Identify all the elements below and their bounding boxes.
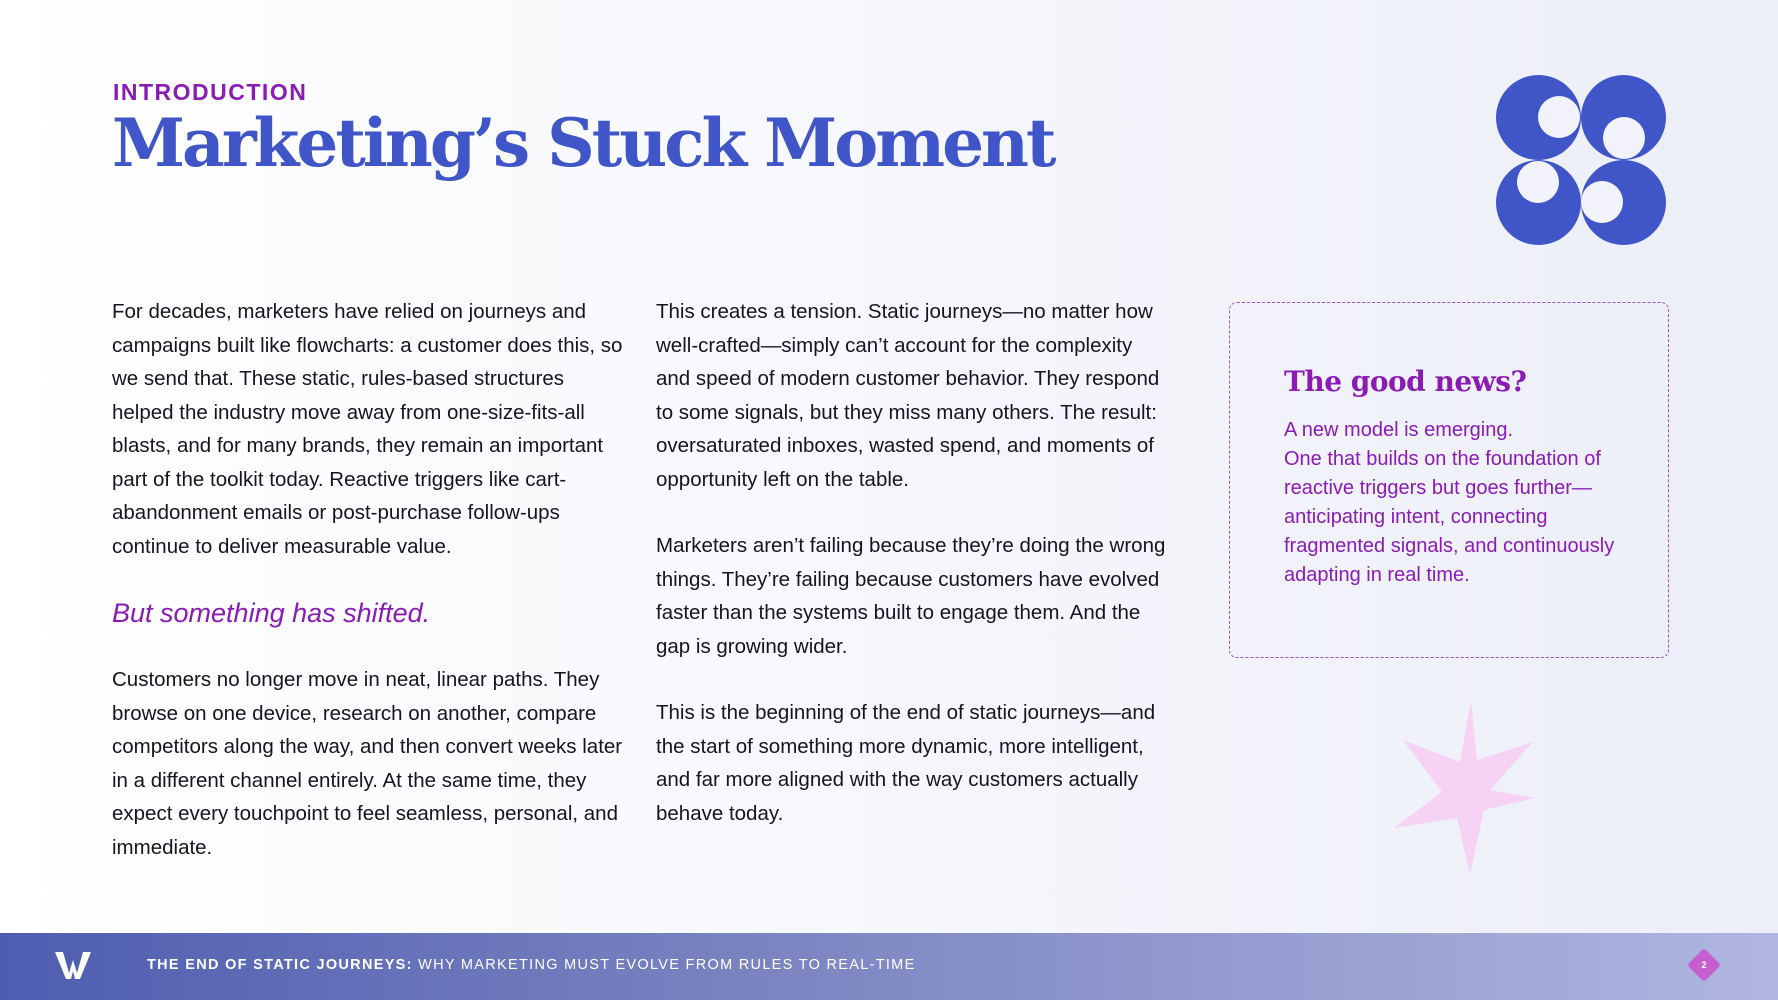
middle-paragraph-3: This is the beginning of the end of static journeys—and the start of something more dynamic, more intelligent, and far more aligned with the way customers actually behave today. — [656, 701, 1156, 825]
page-title: Marketing’s Stuck Moment — [112, 104, 1054, 182]
middle-paragraph-2: Marketers aren’t failing because they’re doing the wrong things. They’re failing because customers have evolved faster than the systems built to engage them. And the gap is growing wider. — [656, 534, 1166, 658]
callout-line-1: A new model is emerging. — [1284, 419, 1514, 441]
callout-line-2: One that builds on the foundation of reactive triggers but goes further—anticipating intent, connecting fragmented signals, and continuously adapting in real time. — [1284, 448, 1615, 586]
footer-title-rest: WHY MARKETING MUST EVOLVE FROM RULES TO REAL-TIME — [412, 957, 916, 973]
middle-paragraph-1: This creates a tension. Static journeys—no matter how well-crafted—simply can’t account for the complexity and speed of modern customer behavior. They respond to some signals, but they miss many others. The result: oversaturated inboxes, wasted spend, and moments of opportunity left on the table. — [656, 300, 1160, 491]
w-logo-icon — [54, 949, 92, 981]
footer-title — [147, 957, 916, 973]
good-news-callout — [1229, 302, 1669, 658]
footer-title-bold: THE END OF STATIC JOURNEYS: — [147, 957, 413, 973]
callout-title: The good news? — [1284, 365, 1527, 398]
middle-column — [656, 295, 1166, 830]
four-circles-logo-icon — [1496, 75, 1666, 245]
eight-point-star-icon — [1390, 700, 1540, 875]
left-paragraph-1: For decades, marketers have relied on journeys and campaigns built like flowcharts: a customer does this, so we send that. These static, rules-based structures helped the industry move away from one-size-fits-all blasts, and for many brands, they remain an important part of the toolkit today. Reactive triggers like cart-abandonment emails or post-purchase follow-ups continue to deliver measurable value. — [112, 300, 623, 558]
page-number: 2 — [1701, 960, 1707, 970]
callout-body — [1284, 416, 1624, 590]
eyebrow-label: INTRODUCTION — [113, 79, 308, 105]
footer-bar — [0, 933, 1778, 1000]
left-column — [112, 295, 627, 864]
shifted-highlight: But something has shifted. — [112, 598, 431, 628]
left-paragraph-2: Customers no longer move in neat, linear paths. They browse on one device, research on another, compare competitors along the way, and then convert weeks later in a different channel entirely. At the same time, they expect every touchpoint to feel seamless, personal, and immediate. — [112, 668, 623, 859]
